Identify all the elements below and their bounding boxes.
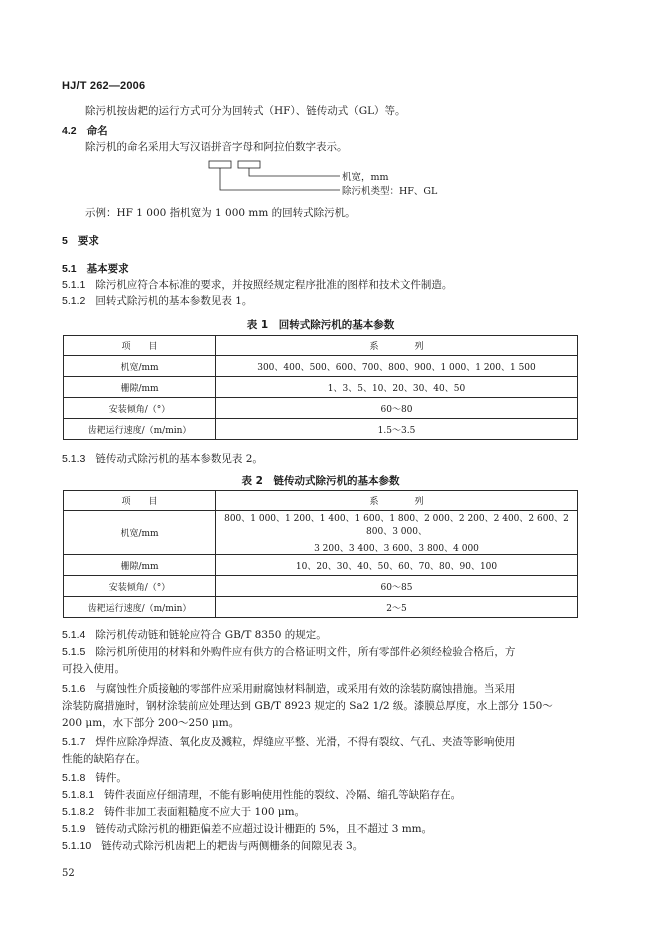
clause-5-1-6 xyxy=(62,682,515,696)
clause-number: 5.1.6 xyxy=(62,683,86,695)
clause-text: 铸件。 xyxy=(95,772,127,784)
clause-text: 与腐蚀性介质接触的零部件应采用耐腐蚀材料制造，或采用有效的涂装防腐蚀措施。当采用 xyxy=(95,683,516,695)
row-value: 10、20、30、40、50、60、70、80、90、100 xyxy=(216,555,578,576)
clause-5-1-6-line-2: 涂装防腐措施时，钢材涂装前应处理达到 GB/T 8923 规定的 Sa2 1/2 级。漆膜总厚度，水上部分 150～ xyxy=(62,700,553,712)
standard-header: HJ/T 262—2006 xyxy=(62,80,146,92)
header-cell-series: 系 列 xyxy=(216,336,578,356)
clause-5-1-3 xyxy=(62,452,263,466)
naming-diagram xyxy=(200,158,500,198)
row-value xyxy=(216,511,578,555)
row-label: 齿耙运行速度/（m/min） xyxy=(64,419,216,440)
row-label: 栅隙/mm xyxy=(64,377,216,398)
clause-number: 5.1.8.2 xyxy=(62,806,95,818)
table-row xyxy=(64,398,578,419)
clause-text: 回转式除污机的基本参数见表 1。 xyxy=(95,295,253,307)
page-number: 52 xyxy=(62,868,75,879)
section-number: 5.1 xyxy=(62,263,77,275)
clause-5-1-7-continued: 性能的缺陷存在。 xyxy=(62,753,146,765)
naming-example: 示例：HF 1 000 指机宽为 1 000 mm 的回转式除污机。 xyxy=(85,207,356,219)
clause-text: 除污机应符合本标准的要求，并按照经规定程序批准的图样和技术文件制造。 xyxy=(95,279,453,291)
clause-text: 铸件表面应仔细清理，不能有影响使用性能的裂纹、冷隔、缩孔等缺陷存在。 xyxy=(104,789,462,801)
clause-number: 5.1.4 xyxy=(62,629,86,641)
naming-type-label: 除污机类型：HF、GL xyxy=(342,186,438,197)
clause-5-1-4 xyxy=(62,628,327,642)
header-cell-series: 系 列 xyxy=(216,491,578,511)
row-label: 栅隙/mm xyxy=(64,555,216,576)
row-value: 60～85 xyxy=(216,576,578,597)
row-value: 1.5～3.5 xyxy=(216,419,578,440)
table-row xyxy=(64,597,578,618)
clause-5-1-8-1 xyxy=(62,788,461,802)
naming-width-label: 机宽，mm xyxy=(342,172,389,183)
table-row xyxy=(64,356,578,377)
clause-5-1-5 xyxy=(62,645,515,659)
clause-number: 5.1.2 xyxy=(62,295,86,307)
table-2 xyxy=(63,490,578,618)
section-5-1-heading xyxy=(62,262,129,276)
intro-paragraph: 除污机按齿耙的运行方式可分为回转式（HF）、链传动式（GL）等。 xyxy=(85,105,406,117)
table-row xyxy=(64,377,578,398)
clause-text: 铸件非加工表面粗糙度不应大于 100 μm。 xyxy=(104,806,306,818)
table-1 xyxy=(63,335,578,440)
section-number: 5 xyxy=(62,235,68,247)
clause-5-1-5-continued: 可投入使用。 xyxy=(62,663,125,675)
clause-number: 5.1.3 xyxy=(62,453,86,465)
table-2-caption: 表 2 链传动式除污机的基本参数 xyxy=(241,475,400,487)
header-cell-item: 项 目 xyxy=(64,491,216,511)
clause-5-1-8-2 xyxy=(62,805,305,819)
clause-5-1-8 xyxy=(62,771,127,785)
table-header-row xyxy=(64,491,578,511)
row-value-line-2: 3 200、3 400、3 600、3 800、4 000 xyxy=(314,544,479,554)
row-label: 机宽/mm xyxy=(64,356,216,377)
section-title: 要求 xyxy=(77,235,99,247)
row-value-line-1: 800、1 000、1 200、1 400、1 600、1 800、2 000、2 200、2 400、2 600、2 800、3 000、 xyxy=(224,514,569,537)
table-row xyxy=(64,419,578,440)
table-1-caption: 表 1 回转式除污机的基本参数 xyxy=(246,319,395,331)
clause-5-1-6-line-3: 200 μm，水下部分 200～250 μm。 xyxy=(62,717,240,729)
section-5-heading xyxy=(62,234,99,248)
section-4-2-heading xyxy=(62,124,108,138)
row-value: 60～80 xyxy=(216,398,578,419)
clause-number: 5.1.5 xyxy=(62,646,86,658)
clause-5-1-1 xyxy=(62,278,452,292)
clause-5-1-10 xyxy=(62,839,363,853)
clause-number: 5.1.1 xyxy=(62,279,86,291)
row-value: 2～5 xyxy=(216,597,578,618)
clause-text: 链传动式除污机的基本参数见表 2。 xyxy=(95,453,263,465)
naming-paragraph: 除污机的命名采用大写汉语拼音字母和阿拉伯数字表示。 xyxy=(85,141,348,153)
section-number: 4.2 xyxy=(62,125,77,137)
clause-number: 5.1.8 xyxy=(62,772,86,784)
clause-number: 5.1.10 xyxy=(62,840,92,852)
table-row xyxy=(64,576,578,597)
section-title: 命名 xyxy=(86,125,108,137)
clause-5-1-9 xyxy=(62,822,432,836)
clause-text: 除污机传动链和链轮应符合 GB/T 8350 的规定。 xyxy=(95,629,327,641)
table-row xyxy=(64,511,578,555)
table-row xyxy=(64,555,578,576)
clause-5-1-7 xyxy=(62,735,515,749)
clause-text: 焊件应除净焊渣、氧化皮及溅粒，焊缝应平整、光滑，不得有裂纹、气孔、夹渣等影响使用 xyxy=(95,736,516,748)
clause-text: 除污机所使用的材料和外购件应有供方的合格证明文件，所有零部件必须经检验合格后，方 xyxy=(95,646,516,658)
table-header-row xyxy=(64,336,578,356)
row-value: 300、400、500、600、700、800、900、1 000、1 200、1 500 xyxy=(216,356,578,377)
row-label: 安装倾角/（°） xyxy=(64,576,216,597)
clause-5-1-2 xyxy=(62,294,252,308)
row-label: 齿耙运行速度/（m/min） xyxy=(64,597,216,618)
clause-text: 链传动式除污机齿耙上的耙齿与两侧栅条的间隙见表 3。 xyxy=(101,840,364,852)
row-label: 机宽/mm xyxy=(64,511,216,555)
header-cell-item: 项 目 xyxy=(64,336,216,356)
row-label: 安装倾角/（°） xyxy=(64,398,216,419)
section-title: 基本要求 xyxy=(86,263,129,275)
clause-number: 5.1.7 xyxy=(62,736,86,748)
row-value: 1、3、5、10、20、30、40、50 xyxy=(216,377,578,398)
clause-number: 5.1.9 xyxy=(62,823,86,835)
clause-text: 链传动式除污机的栅距偏差不应超过设计栅距的 5%，且不超过 3 mm。 xyxy=(95,823,433,835)
clause-number: 5.1.8.1 xyxy=(62,789,95,801)
